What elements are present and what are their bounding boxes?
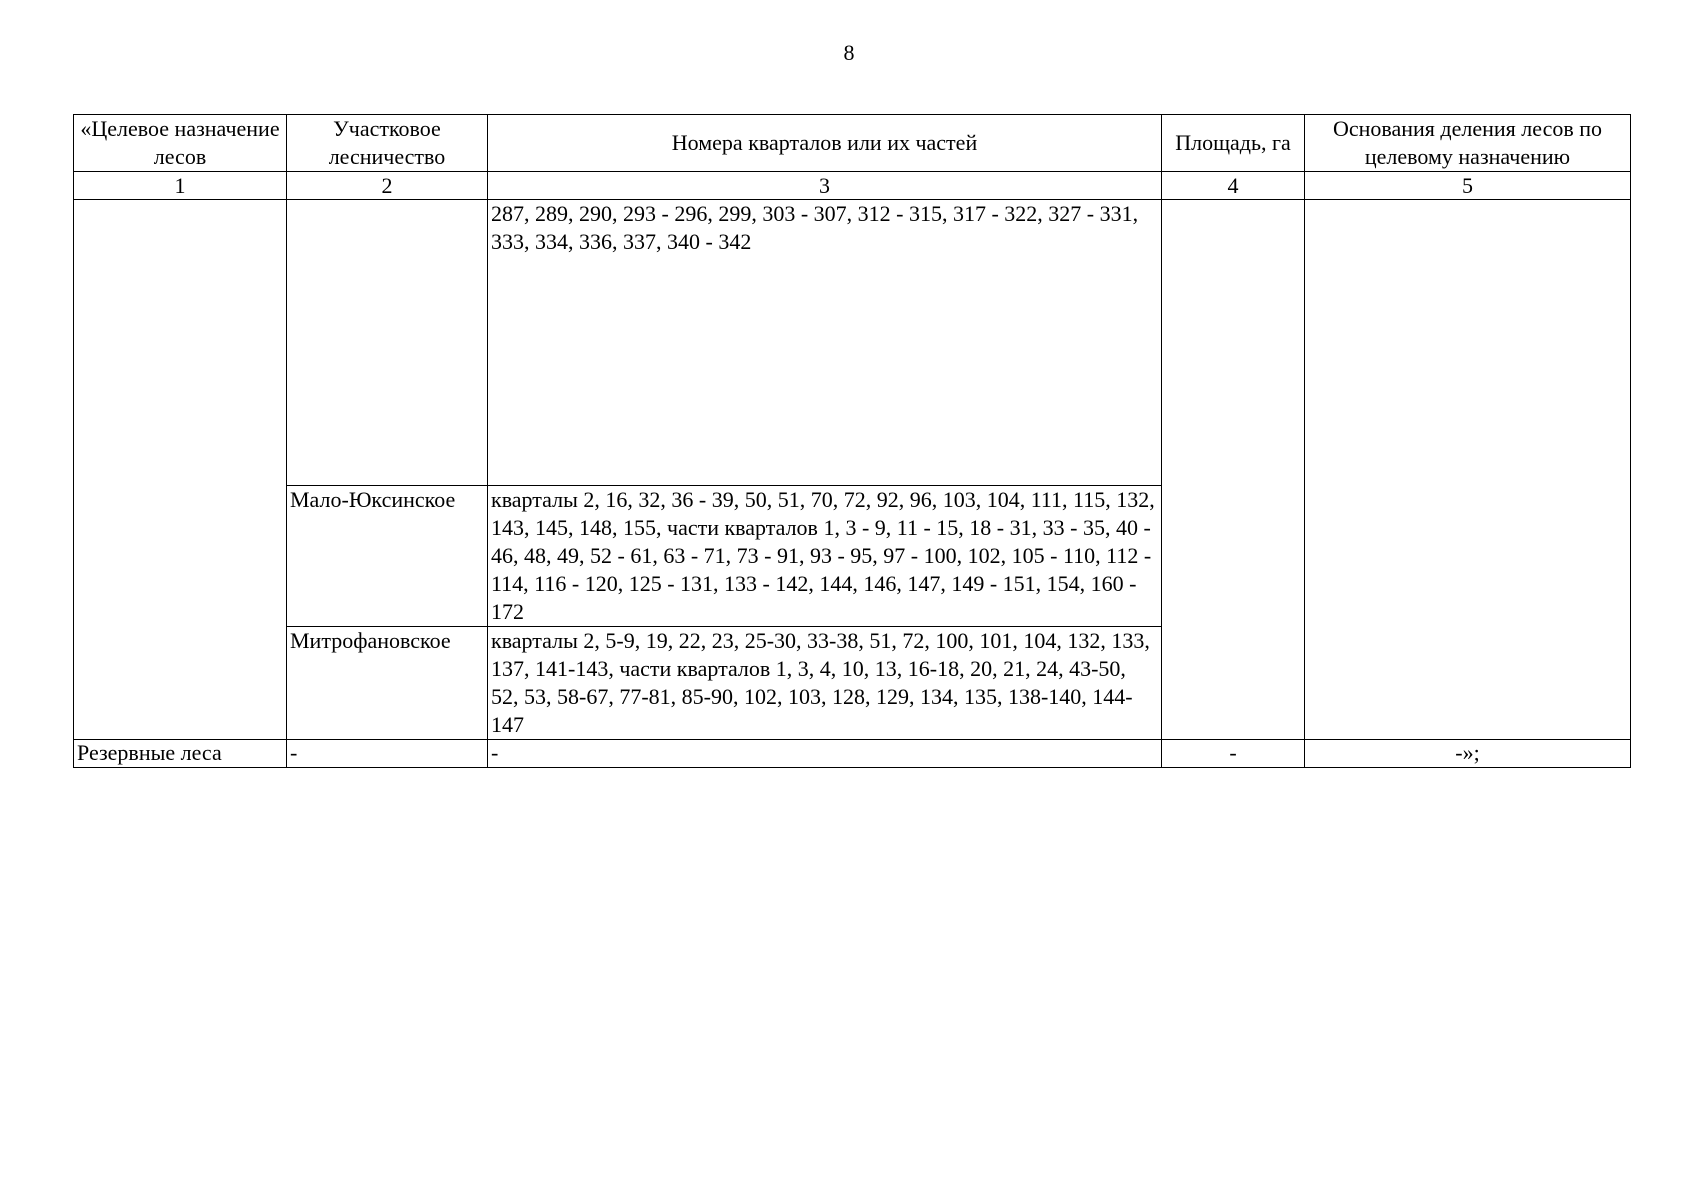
basis-cell [1305,200,1631,740]
header-basis: Основания деления лесов по целевому назначению [1305,115,1631,172]
quarters-cell: 287, 289, 290, 293 - 296, 299, 303 - 307, 312 - 315, 317 - 322, 327 - 331, 333, 334, 336, 337, 340 - 342 [488,200,1162,486]
column-number: 3 [488,172,1162,200]
column-number: 1 [74,172,287,200]
purpose-cell [74,200,287,740]
header-purpose: «Целевое назначение лесов [74,115,287,172]
area-cell [1162,200,1305,740]
column-number: 5 [1305,172,1631,200]
forestry-cell: Митрофановское [287,627,488,740]
quarters-cell: кварталы 2, 5-9, 19, 22, 23, 25-30, 33-38, 51, 72, 100, 101, 104, 132, 133, 137, 141-143, части кварталов 1, 3, 4, 10, 13, 16-18, 20, 21, 24, 43-50, 52, 53, 58-67, 77-81, 85-90, 102, 103, 128, 129, 134, 135, 138-140, 144-147 [488,627,1162,740]
forestry-cell: Мало-Юксинское [287,486,488,627]
purpose-cell: Резервные леса [74,740,287,768]
table-header-row [74,115,1631,172]
header-area: Площадь, га [1162,115,1305,172]
page-number: 8 [843,40,855,65]
table-row [74,200,1631,486]
area-cell: - [1162,740,1305,768]
header-forestry: Участковое лесничество [287,115,488,172]
header-quarters: Номера кварталов или их частей [488,115,1162,172]
forestry-cell: - [287,740,488,768]
table-row [74,740,1631,768]
basis-cell: -»; [1305,740,1631,768]
column-number: 4 [1162,172,1305,200]
quarters-cell: кварталы 2, 16, 32, 36 - 39, 50, 51, 70, 72, 92, 96, 103, 104, 111, 115, 132, 143, 145, 148, 155, части кварталов 1, 3 - 9, 11 - 15, 18 - 31, 33 - 35, 40 - 46, 48, 49, 52 - 61, 63 - 71, 73 - 91, 93 - 95, 97 - 100, 102, 105 - 110, 112 - 114, 116 - 120, 125 - 131, 133 - 142, 144, 146, 147, 149 - 151, 154, 160 - 172 [488,486,1162,627]
column-number-row [74,172,1631,200]
quarters-cell: - [488,740,1162,768]
forest-purpose-table [73,114,1631,768]
column-number: 2 [287,172,488,200]
forestry-cell [287,200,488,486]
